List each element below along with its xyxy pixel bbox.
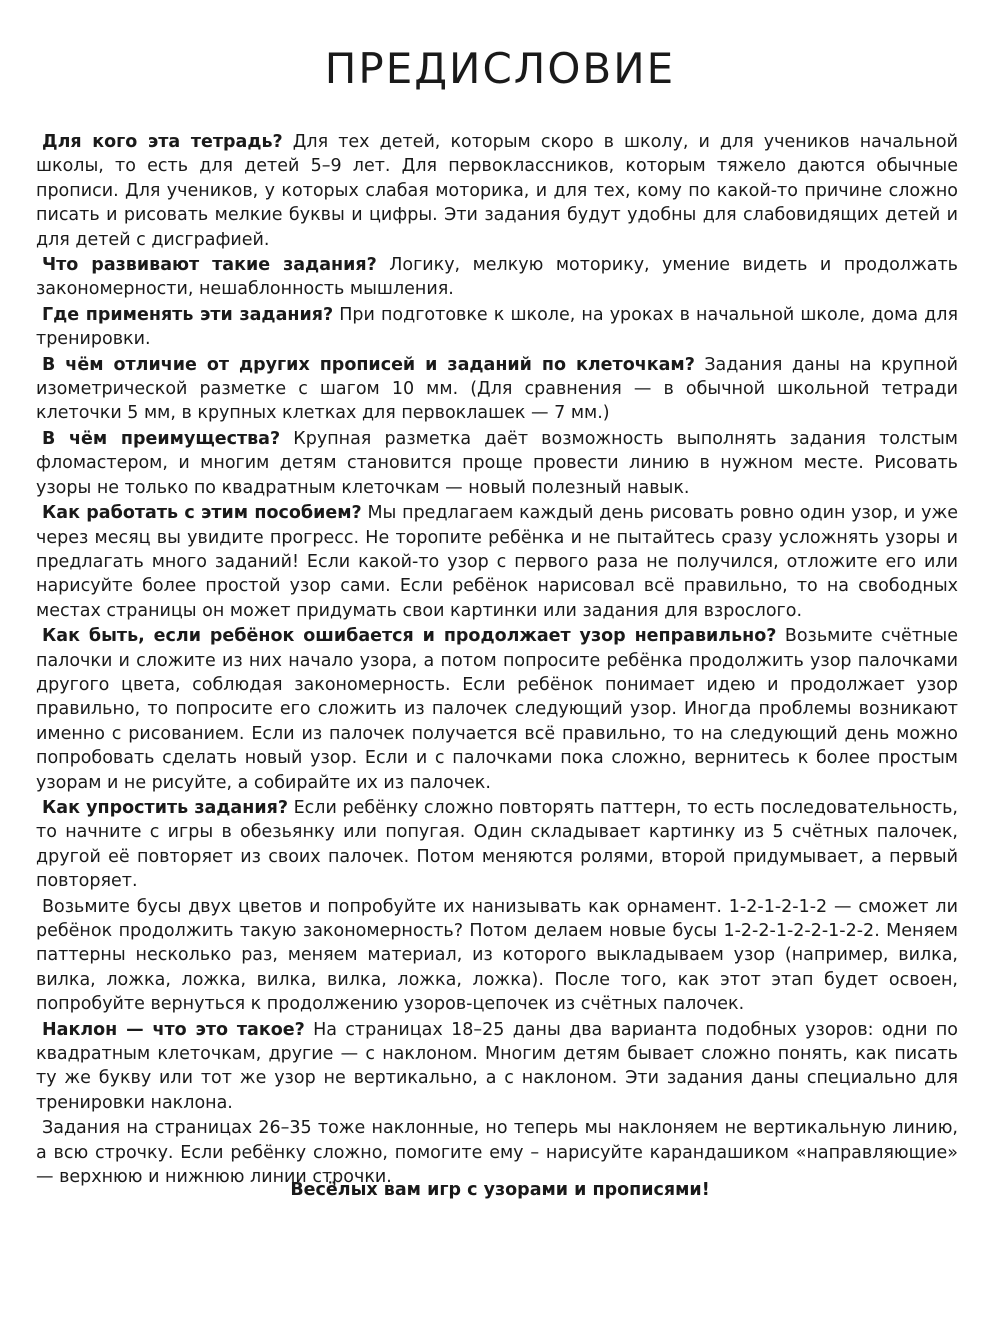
answer-text: Если ребёнку сложно повторять паттерн, то есть последовательность, то начните с игры в обезьянку или попугая. Один складывает картинку из 5 счётных палочек, другой её повторяет из своих палочек. Потом меняются ролями, второй придумывает, а первый повторяет.	[36, 797, 958, 892]
answer-text: Задания на страницах 26–35 тоже наклонные, но теперь мы наклоняем не вертикальную линию, а всю строчку. Если ребёнку сложно, помогите ему – нарисуйте карандашиком «направляющие» — верхнюю и нижнюю линии строчки.	[36, 1118, 958, 1188]
answer-text: Возьмите счётные палочки и сложите из них начало узора, а потом попросите ребёнка продолжить узор палочками другого цвета, соблюдая закономерность. Если ребёнок понимает идею и продолжает узор правильно, то попросите его сложить из палочек следующий узор. Иногда проблемы возникают именно с рисованием. Если из палочек получается всё правильно, то на следующий день можно попробовать сделать новый узор. Если и с палочками пока сложно, вернитесь к более простым узорам и не рисуйте, а собирайте их из палочек.	[36, 626, 958, 793]
paragraph-slant	[36, 1018, 958, 1116]
paragraph-simplify	[36, 796, 958, 894]
page-title: ПРЕДИСЛОВИЕ	[324, 44, 676, 93]
answer-text: Логику, мелкую моторику, умение видеть и продолжать закономерности, нешаблонность мышления.	[36, 255, 958, 300]
answer-text: Возьмите бусы двух цветов и попробуйте их нанизывать как орнамент. 1-2-1-2-1-2 — сможет ли ребёнок продолжить такую закономерность? Потом делаем новые бусы 1-2-2-1-2-2-1-2-2. Меняем паттерны несколько раз, меняем материал, из которого выкладываем узор (например, вилка, вилка, ложка, ложка, вилка, вилка, ложка, ложка). После того, как этот этап будет освоен, попробуйте вернуться к продолжению узоров-цепочек из счётных палочек.	[36, 896, 958, 1015]
paragraph-difference	[36, 353, 958, 426]
paragraph-slanted-lines	[36, 1116, 958, 1189]
answer-text: Крупная разметка даёт возможность выполнять задания толстым фломастером, и многим детям становится проще провести линию в нужном месте. Рисовать узоры не только по квадратным клеточкам — новый полезный навык.	[36, 428, 958, 498]
question-heading: Как работать с этим пособием?	[42, 503, 362, 524]
preface-body	[36, 130, 958, 1190]
paragraph-beads	[36, 895, 958, 1017]
question-heading: Что развивают такие задания?	[42, 255, 377, 276]
question-heading: В чём преимущества?	[42, 428, 281, 449]
answer-text: Задания даны на крупной изометрической разметке с шагом 10 мм. (Для сравнения — в обычной школьной тетради клеточки 5 мм, в крупных клетках для первоклашек — 7 мм.)	[36, 354, 959, 424]
answer-text: При подготовке к школе, на уроках в начальной школе, дома для тренировки.	[36, 304, 958, 350]
question-heading: Для кого эта тетрадь?	[42, 132, 283, 152]
paragraph-mistakes	[36, 624, 958, 795]
answer-text: Мы предлагаем каждый день рисовать ровно один узор, и уже через месяц вы увидите прогресс. Не торопите ребёнка и не пытайтесь сразу усложнять узоры и предлагать много заданий! Если какой-то узор с первого раза не получился, отложите его или нарисуйте более простой узор сами. Если ребёнок нарисовал всё правильно, то на свободных местах страницы он может придумать свои картинки или задания для взрослого.	[36, 503, 958, 621]
answer-text: На страницах 18–25 даны два варианта подобных узоров: одни по квадратным клеточкам, другие — с наклоном. Многим детям бывает сложно понять, как писать ту же букву или тот же узор не вертикально, а с наклоном. Эти задания даны специально для тренировки наклона.	[36, 1019, 958, 1113]
paragraph-how-to-work	[36, 501, 958, 623]
paragraph-what-develops	[36, 253, 958, 302]
paragraph-for-whom	[36, 130, 958, 252]
answer-text: Для тех детей, которым скоро в школу, и для учеников начальной школы, то есть для детей 5–9 лет. Для первоклассников, которым тяжело даются обычные прописи. Для учеников, у которых слабая моторика, и для тех, кому по какой-то причине сложно писать и рисовать мелкие буквы и цифры. Эти задания будут удобны для слабовидящих детей и для детей с дисграфией.	[36, 132, 958, 250]
paragraph-where-to-use	[36, 303, 958, 352]
question-heading: Как быть, если ребёнок ошибается и продолжает узор неправильно?	[42, 626, 777, 647]
question-heading: Наклон — что это такое?	[42, 1019, 305, 1040]
paragraph-advantages	[36, 427, 958, 500]
closing-line: Весёлых вам игр с узорами и прописями!	[290, 1180, 710, 1200]
question-heading: Где применять эти задания?	[42, 304, 334, 325]
question-heading: Как упростить задания?	[42, 797, 288, 818]
question-heading: В чём отличие от других прописей и заданий по клеточкам?	[42, 354, 695, 375]
